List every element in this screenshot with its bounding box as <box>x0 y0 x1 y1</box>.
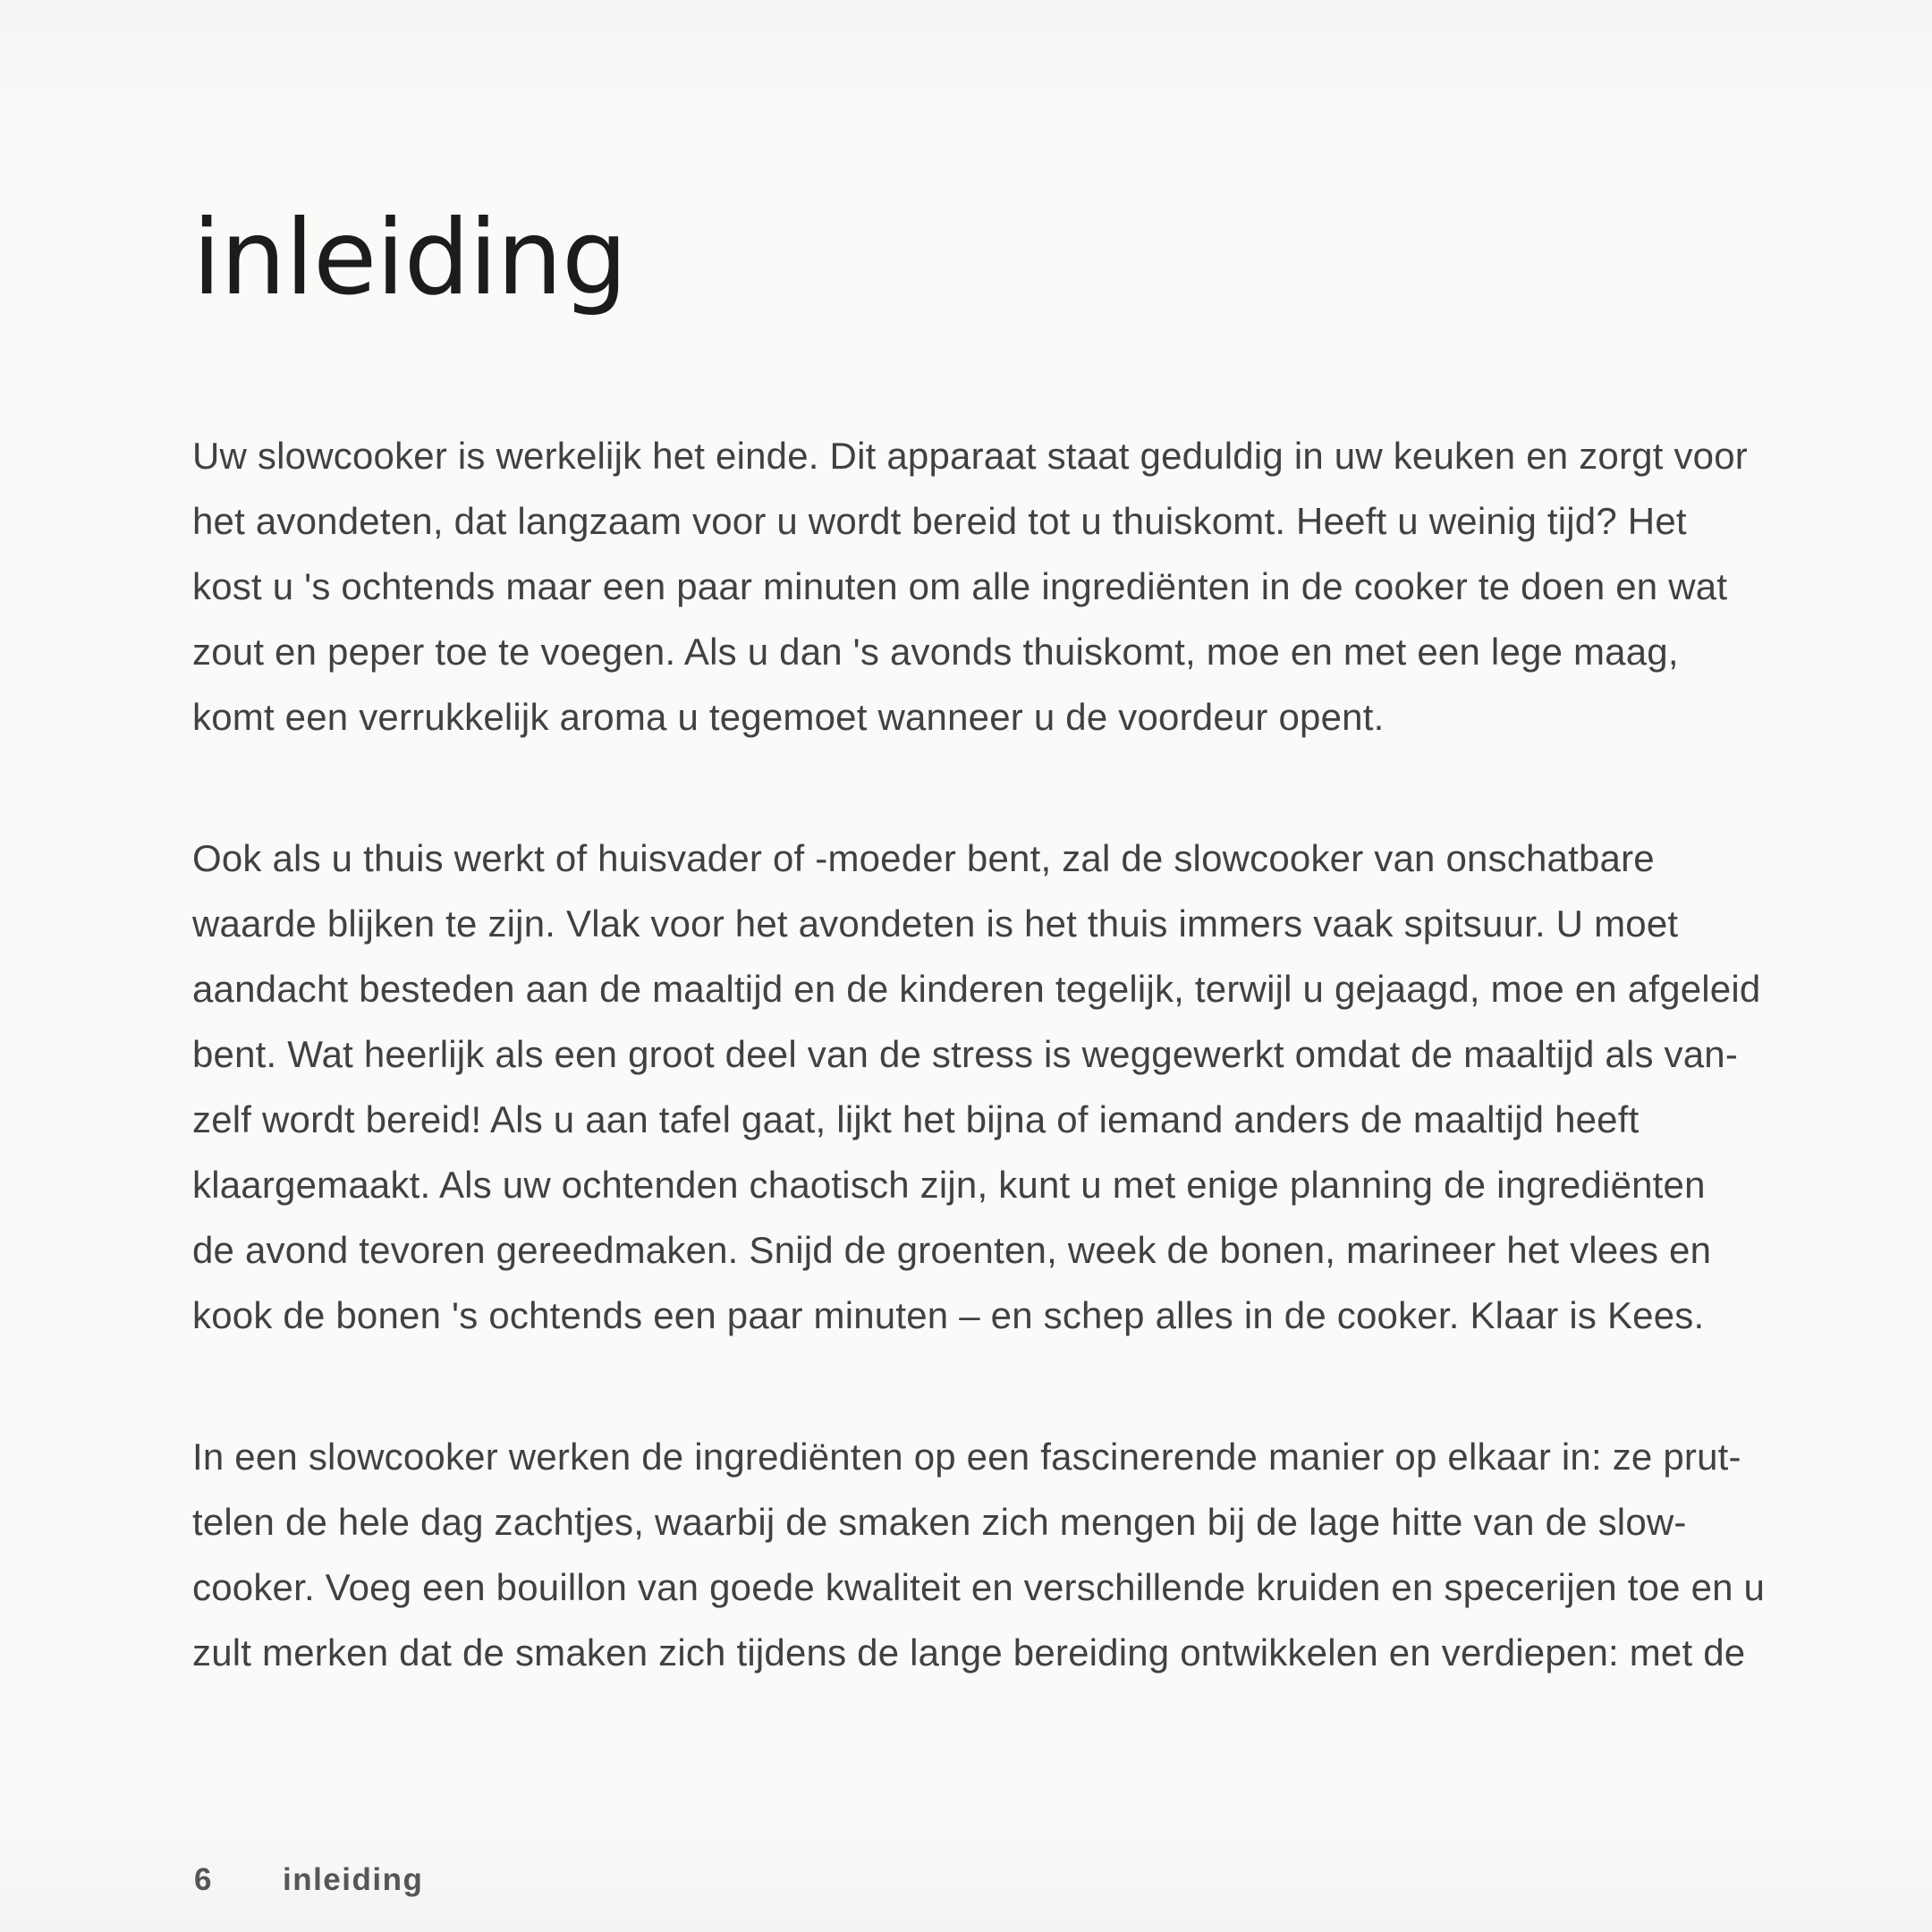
text-line: In een slowcooker werken de ingrediënten op een fascinerende manier op elkaar in: ze prut- <box>192 1436 1741 1479</box>
text-line: bent. Wat heerlijk als een groot deel van de stress is weggewerkt omdat de maaltijd als van- <box>192 1033 1739 1076</box>
paragraph <box>192 826 1807 1348</box>
text-line: zout en peper toe te voegen. Als u dan 's avonds thuiskomt, moe en met een lege maag, <box>192 631 1679 674</box>
text-line: kook de bonen 's ochtends een paar minuten – en schep alles in de cooker. Klaar is Kees. <box>192 1294 1705 1337</box>
text-line: de avond tevoren gereedmaken. Snijd de groenten, week de bonen, marineer het vlees en <box>192 1229 1712 1272</box>
text-line: zult merken dat de smaken zich tijdens de lange bereiding ontwikkelen en verdiepen: met de <box>192 1631 1746 1674</box>
page-footer <box>194 1862 423 1898</box>
text-line: Uw slowcooker is werkelijk het einde. Dit apparaat staat geduldig in uw keuken en zorgt voor <box>192 435 1748 478</box>
page-title: inleiding <box>192 198 627 318</box>
paragraph <box>192 1424 1807 1685</box>
page-number: 6 <box>194 1862 213 1897</box>
text-line: klaargemaakt. Als uw ochtenden chaotisch zijn, kunt u met enige planning de ingrediënten <box>192 1164 1706 1207</box>
text-line: cooker. Voeg een bouillon van goede kwaliteit en verschillende kruiden en specerijen toe en u <box>192 1566 1766 1609</box>
text-line: zelf wordt bereid! Als u aan tafel gaat, lijkt het bijna of iemand anders de maaltijd heeft <box>192 1098 1640 1141</box>
text-line: komt een verrukkelijk aroma u tegemoet wanneer u de voordeur opent. <box>192 696 1385 739</box>
text-line: kost u 's ochtends maar een paar minuten om alle ingrediënten in de cooker te doen en wat <box>192 565 1728 608</box>
text-line: het avondeten, dat langzaam voor u wordt bereid tot u thuiskomt. Heeft u weinig tijd? Het <box>192 500 1687 543</box>
text-line: waarde blijken te zijn. Vlak voor het avondeten is het thuis immers vaak spitsuur. U moet <box>192 902 1679 945</box>
paragraph <box>192 423 1807 750</box>
footer-section-label: inleiding <box>282 1862 424 1897</box>
body-text <box>192 423 1807 1685</box>
text-line: aandacht besteden aan de maaltijd en de kinderen tegelijk, terwijl u gejaagd, moe en afgeleid <box>192 968 1761 1011</box>
text-line: Ook als u thuis werkt of huisvader of -moeder bent, zal de slowcooker van onschatbare <box>192 837 1655 880</box>
text-line: telen de hele dag zachtjes, waarbij de smaken zich mengen bij de lage hitte van de slow- <box>192 1501 1687 1544</box>
